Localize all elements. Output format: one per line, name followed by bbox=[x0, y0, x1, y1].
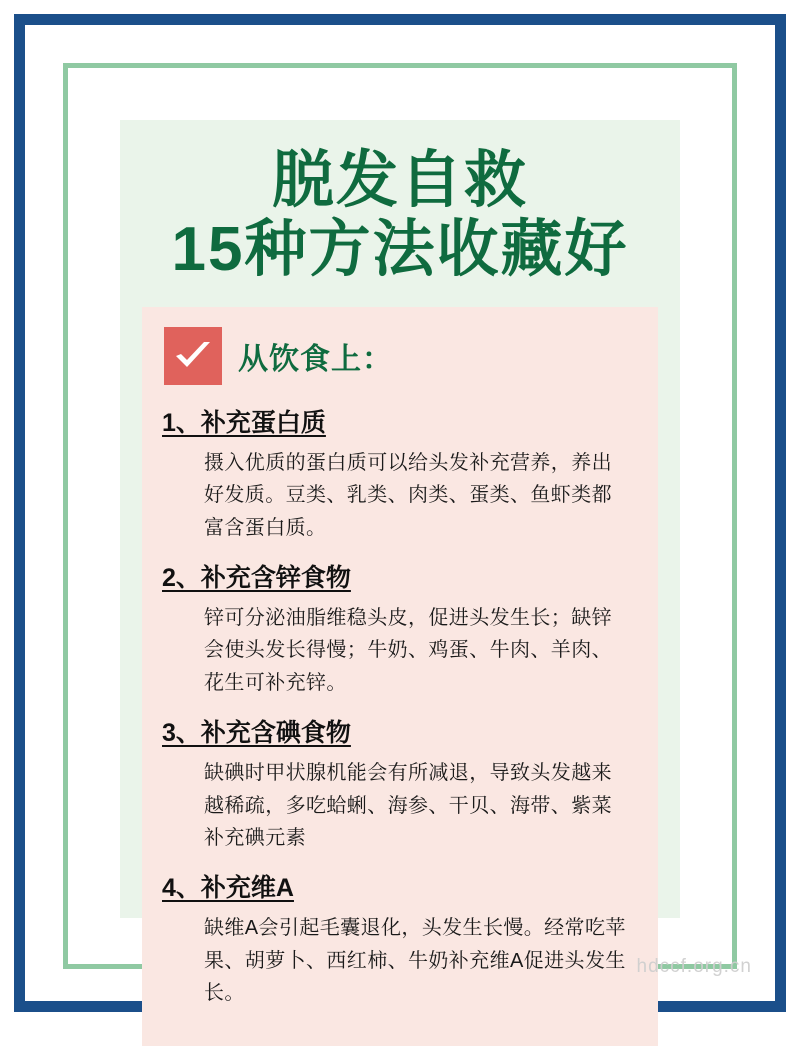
item-body: 缺碘时甲状腺机能会有所减退，导致头发越来越稀疏，多吃蛤蜊、海参、干贝、海带、紫菜补充碘元素 bbox=[204, 762, 612, 849]
outer-blue-frame bbox=[14, 14, 786, 1012]
list-item bbox=[162, 403, 638, 544]
list-item bbox=[162, 713, 638, 854]
item-body: 摄入优质的蛋白质可以给头发补充营养，养出好发质。豆类、乳类、肉类、蛋类、鱼虾类都富含蛋白质。 bbox=[204, 451, 612, 539]
list-item bbox=[162, 868, 638, 1009]
item-title: 4、补充维A bbox=[162, 874, 294, 903]
poster-title-line-1: 脱发自救 bbox=[271, 146, 528, 215]
item-title: 1、补充蛋白质 bbox=[162, 408, 326, 437]
section-title: 从饮食上： bbox=[238, 342, 393, 376]
item-body: 锌可分泌油脂维稳头皮，促进头发生长；缺锌会使头发长得慢；牛奶、鸡蛋、牛肉、羊肉、花生可补充锌。 bbox=[204, 607, 612, 694]
content-panel bbox=[142, 307, 658, 1046]
list-item bbox=[162, 558, 638, 699]
poster-title-line-2: 15种方法收藏好 bbox=[171, 215, 629, 285]
inner-green-frame bbox=[63, 63, 737, 1005]
check-mark-icon bbox=[164, 327, 222, 385]
item-body: 缺维A会引起毛囊退化，头发生长慢。经常吃苹果、胡萝卜、西红柿、牛奶补充维A促进头发生长。 bbox=[204, 917, 626, 1005]
item-title: 2、补充含锌食物 bbox=[162, 564, 351, 593]
watermark: hdccf.org.cn bbox=[636, 956, 752, 977]
item-title: 3、补充含碘食物 bbox=[162, 719, 351, 748]
title-block bbox=[120, 120, 680, 293]
section-header bbox=[164, 327, 638, 385]
poster-card bbox=[120, 120, 680, 1005]
